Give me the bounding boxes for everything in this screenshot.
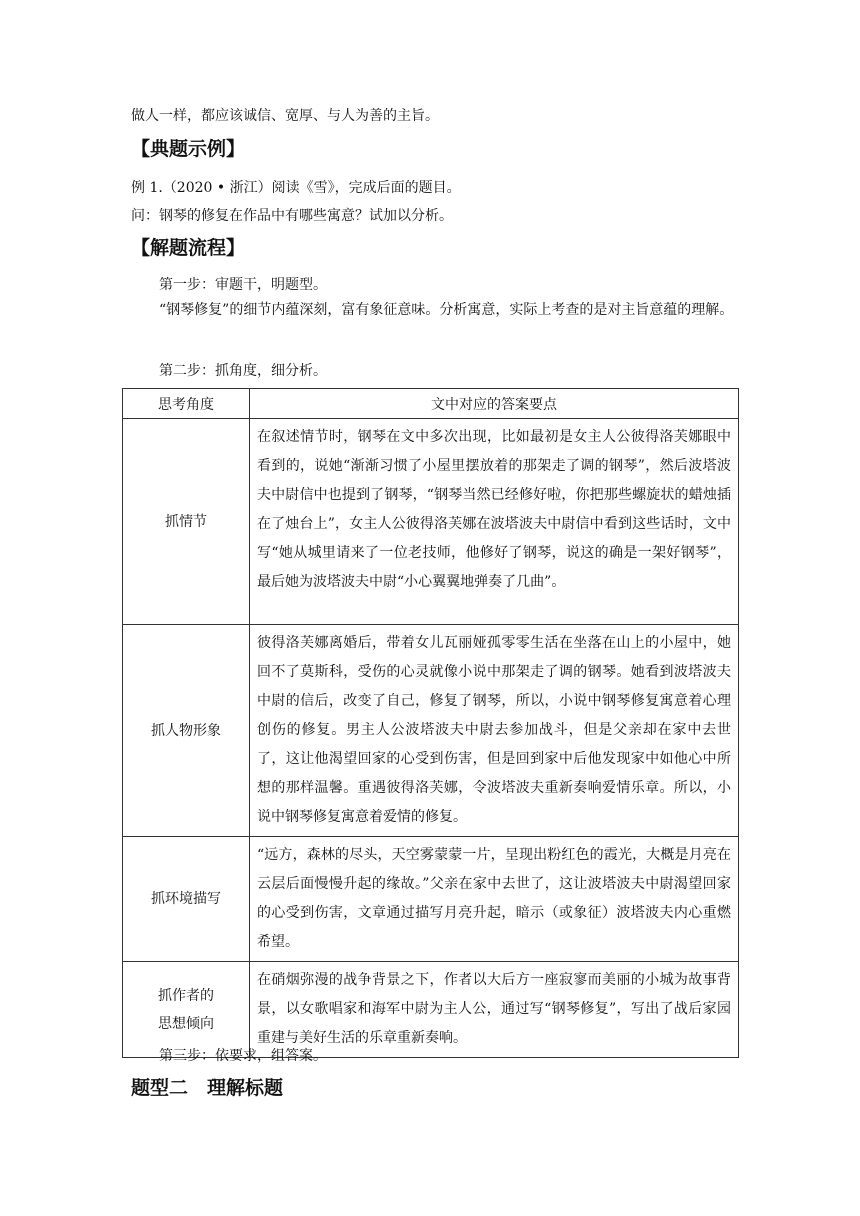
table-header-row <box>123 389 739 419</box>
table-header-angle: 思考角度 <box>123 389 250 419</box>
table-cell-content: 在硝烟弥漫的战争背景之下，作者以大后方一座寂寥而美丽的小城为故事背景，以女歌唱家和海军中尉为主人公，通过写“钢琴修复”，写出了战后家园重建与美好生活的乐章重新奏响。 <box>250 962 739 1058</box>
section-heading-type2: 题型二 理解标题 <box>131 1077 284 1099</box>
example-line: 例 1.（2020 • 浙江）阅读《雪》，完成后面的题目。 <box>131 180 461 196</box>
process-heading: 【解题流程】 <box>131 237 246 259</box>
table-row-author <box>123 962 739 1058</box>
step1-line: 第一步：审题干，明题型。 <box>159 277 327 293</box>
table-cell-angle: 抓人物形象 <box>123 625 250 837</box>
step1-explanation: “钢琴修复”的细节内蕴深刻，富有象征意味。分析寓意，实际上考查的是对主旨意蕴的理解。 <box>159 302 734 318</box>
analysis-table <box>122 388 739 1058</box>
table-cell-content: “远方，森林的尽头，天空雾蒙蒙一片，呈现出粉红色的霞光，大概是月亮在云层后面慢慢升起的缘故。”父亲在家中去世了，这让波塔波夫中尉渴望回家的心受到伤害，文章通过描写月亮升起，暗示（或象征）波塔波夫内心重燃希望。 <box>250 837 739 962</box>
step2-line: 第二步：抓角度，细分析。 <box>159 363 327 379</box>
table-row-character <box>123 625 739 837</box>
table-cell-angle: 抓环境描写 <box>123 837 250 962</box>
intro-line: 做人一样，都应该诚信、宽厚、与人为善的主旨。 <box>131 108 439 124</box>
table-row-environment <box>123 837 739 962</box>
table-header-content: 文中对应的答案要点 <box>250 389 739 419</box>
angle-line-2: 思想倾向 <box>158 1015 214 1032</box>
step3-line: 第三步：依要求，组答案。 <box>159 1048 327 1064</box>
question-line: 问：钢琴的修复在作品中有哪些寓意？试加以分析。 <box>131 208 453 224</box>
angle-line-1: 抓作者的 <box>158 987 214 1004</box>
table-row-plot <box>123 419 739 625</box>
example-heading: 【典题示例】 <box>131 138 246 160</box>
table-cell-angle <box>123 962 250 1058</box>
table-cell-content: 在叙述情节时，钢琴在文中多次出现，比如最初是女主人公彼得洛芙娜眼中看到的，说她“渐渐习惯了小屋里摆放着的那架走了调的钢琴”，然后波塔波夫中尉信中也提到了钢琴，“钢琴当然已经修好啦，你把那些螺旋状的蜡烛插在了烛台上”，女主人公彼得洛芙娜在波塔波夫中尉信中看到这些话时，文中写“她从城里请来了一位老技师，他修好了钢琴，说这的确是一架好钢琴”，最后她为波塔波夫中尉“小心翼翼地弹奏了几曲”。 <box>250 419 739 625</box>
table-cell-angle: 抓情节 <box>123 419 250 625</box>
table-cell-content: 彼得洛芙娜离婚后，带着女儿瓦丽娅孤零零生活在坐落在山上的小屋中，她回不了莫斯科，受伤的心灵就像小说中那架走了调的钢琴。她看到波塔波夫中尉的信后，改变了自己，修复了钢琴，所以，小说中钢琴修复寓意着心理创伤的修复。男主人公波塔波夫中尉去参加战斗，但是父亲却在家中去世了，这让他渴望回家的心受到伤害，但是回到家中后他发现家中如他心中所想的那样温馨。重遇彼得洛芙娜，令波塔波夫重新奏响爱情乐章。所以，小说中钢琴修复寓意着爱情的修复。 <box>250 625 739 837</box>
